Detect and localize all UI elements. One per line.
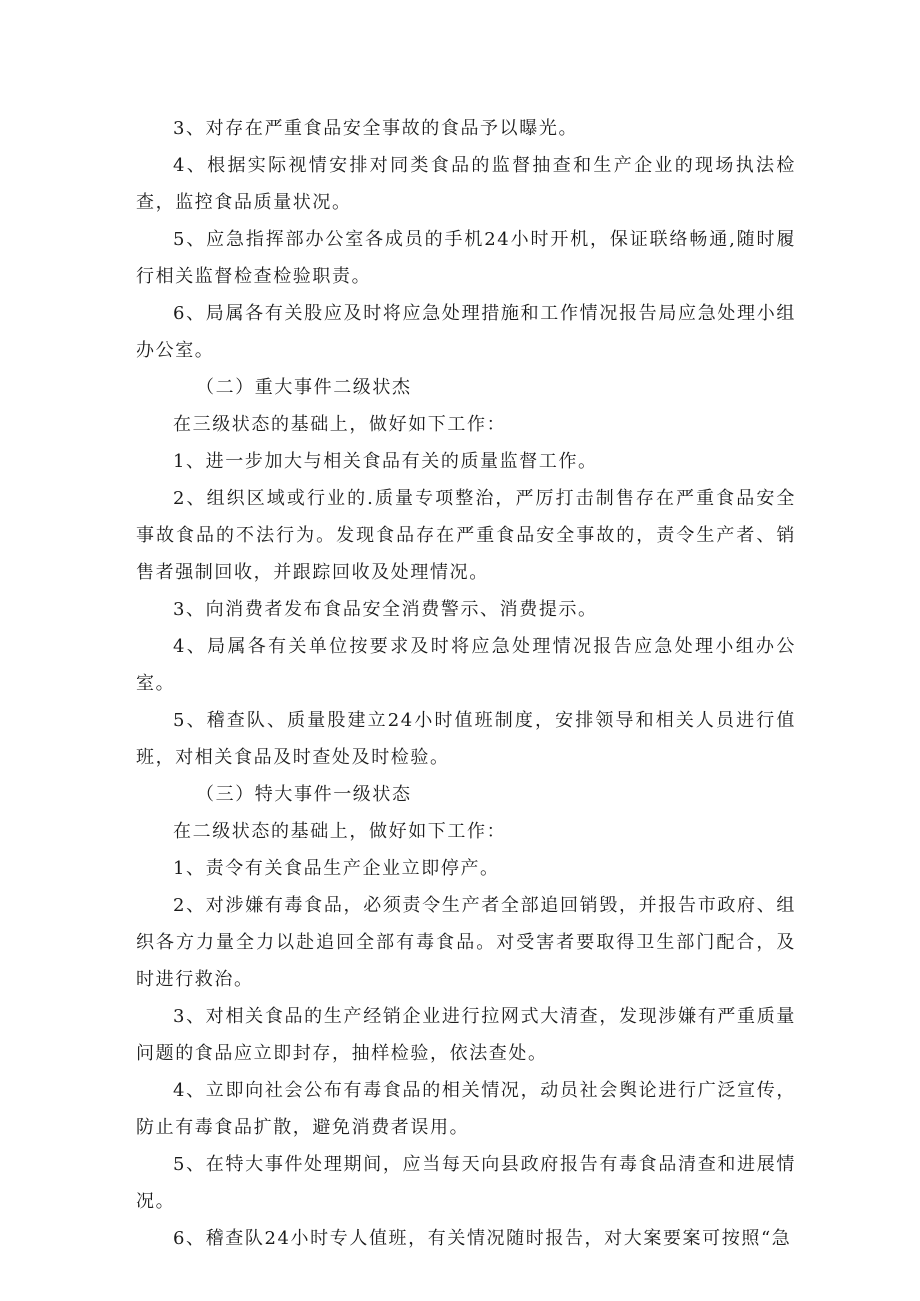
paragraph-item-6: 6、稽查队24小时专人值班，有关情况随时报告，对大案要案可按照“急 [173,1228,792,1249]
section-heading-level-two: （二）重大事件二级状杰 [196,377,412,398]
paragraph-item-2: 2、对涉嫌有毒食品，必须责令生产者全部追回销毁，并报告市政府、组织各方力量全力以赴追回全部有毒食品。对受害者要取得卫生部门配合，及时进行救治。 [136,895,796,990]
paragraph-item-3: 3、对存在严重食品安全事故的食品予以曝光。 [173,118,579,139]
paragraph-item-6: 6、局属各有关股应及时将应急处理措施和工作情况报告局应急处理小组办公室。 [136,303,796,361]
paragraph-item-5: 5、应急指挥部办公室各成员的手机24小时开机，保证联络畅通,随时履行相关监督检查检验职责。 [136,229,796,287]
section-intro-level-two: 在三级状态的基础上，做好如下工作： [173,414,507,435]
paragraph-item-3: 3、对相关食品的生产经销企业进行拉网式大清查，发现涉嫌有严重质量问题的食品应立即封存，抽样检验，依法查处。 [136,1006,796,1064]
document-body [136,110,796,1257]
paragraph-item-5: 5、稽查队、质量股建立24小时值班制度，安排领导和相关人员进行值班，对相关食品及时查处及时检验。 [136,710,796,768]
paragraph-item-1: 1、责令有关食品生产企业立即停产。 [173,858,500,879]
paragraph-item-1: 1、进一步加大与相关食品有关的质量监督工作。 [173,451,598,472]
paragraph-item-4: 4、立即向社会公布有毒食品的相关情况，动员社会舆论进行广泛宣传，防止有毒食品扩散，避免消费者误用。 [136,1080,796,1138]
paragraph-item-3: 3、向消费者发布食品安全消费警示、消费提示。 [173,599,598,620]
paragraph-item-4: 4、根据实际视情安排对同类食品的监督抽查和生产企业的现场执法检查，监控食品质量状况。 [136,155,796,213]
section-heading-level-one: （三）特大事件一级状态 [196,784,412,805]
paragraph-item-2: 2、组织区域或行业的.质量专项整治，严厉打击制售存在严重食品安全事故食品的不法行为。发现食品存在严重食品安全事故的，责令生产者、销售者强制回收，并跟踪回收及处理情况。 [136,488,796,583]
section-intro-level-one: 在二级状态的基础上，做好如下工作： [173,821,507,842]
paragraph-item-4: 4、局属各有关单位按要求及时将应急处理情况报告应急处理小组办公室。 [136,636,796,694]
paragraph-item-5: 5、在特大事件处理期间，应当每天向县政府报告有毒食品清查和进展情况。 [136,1154,796,1212]
